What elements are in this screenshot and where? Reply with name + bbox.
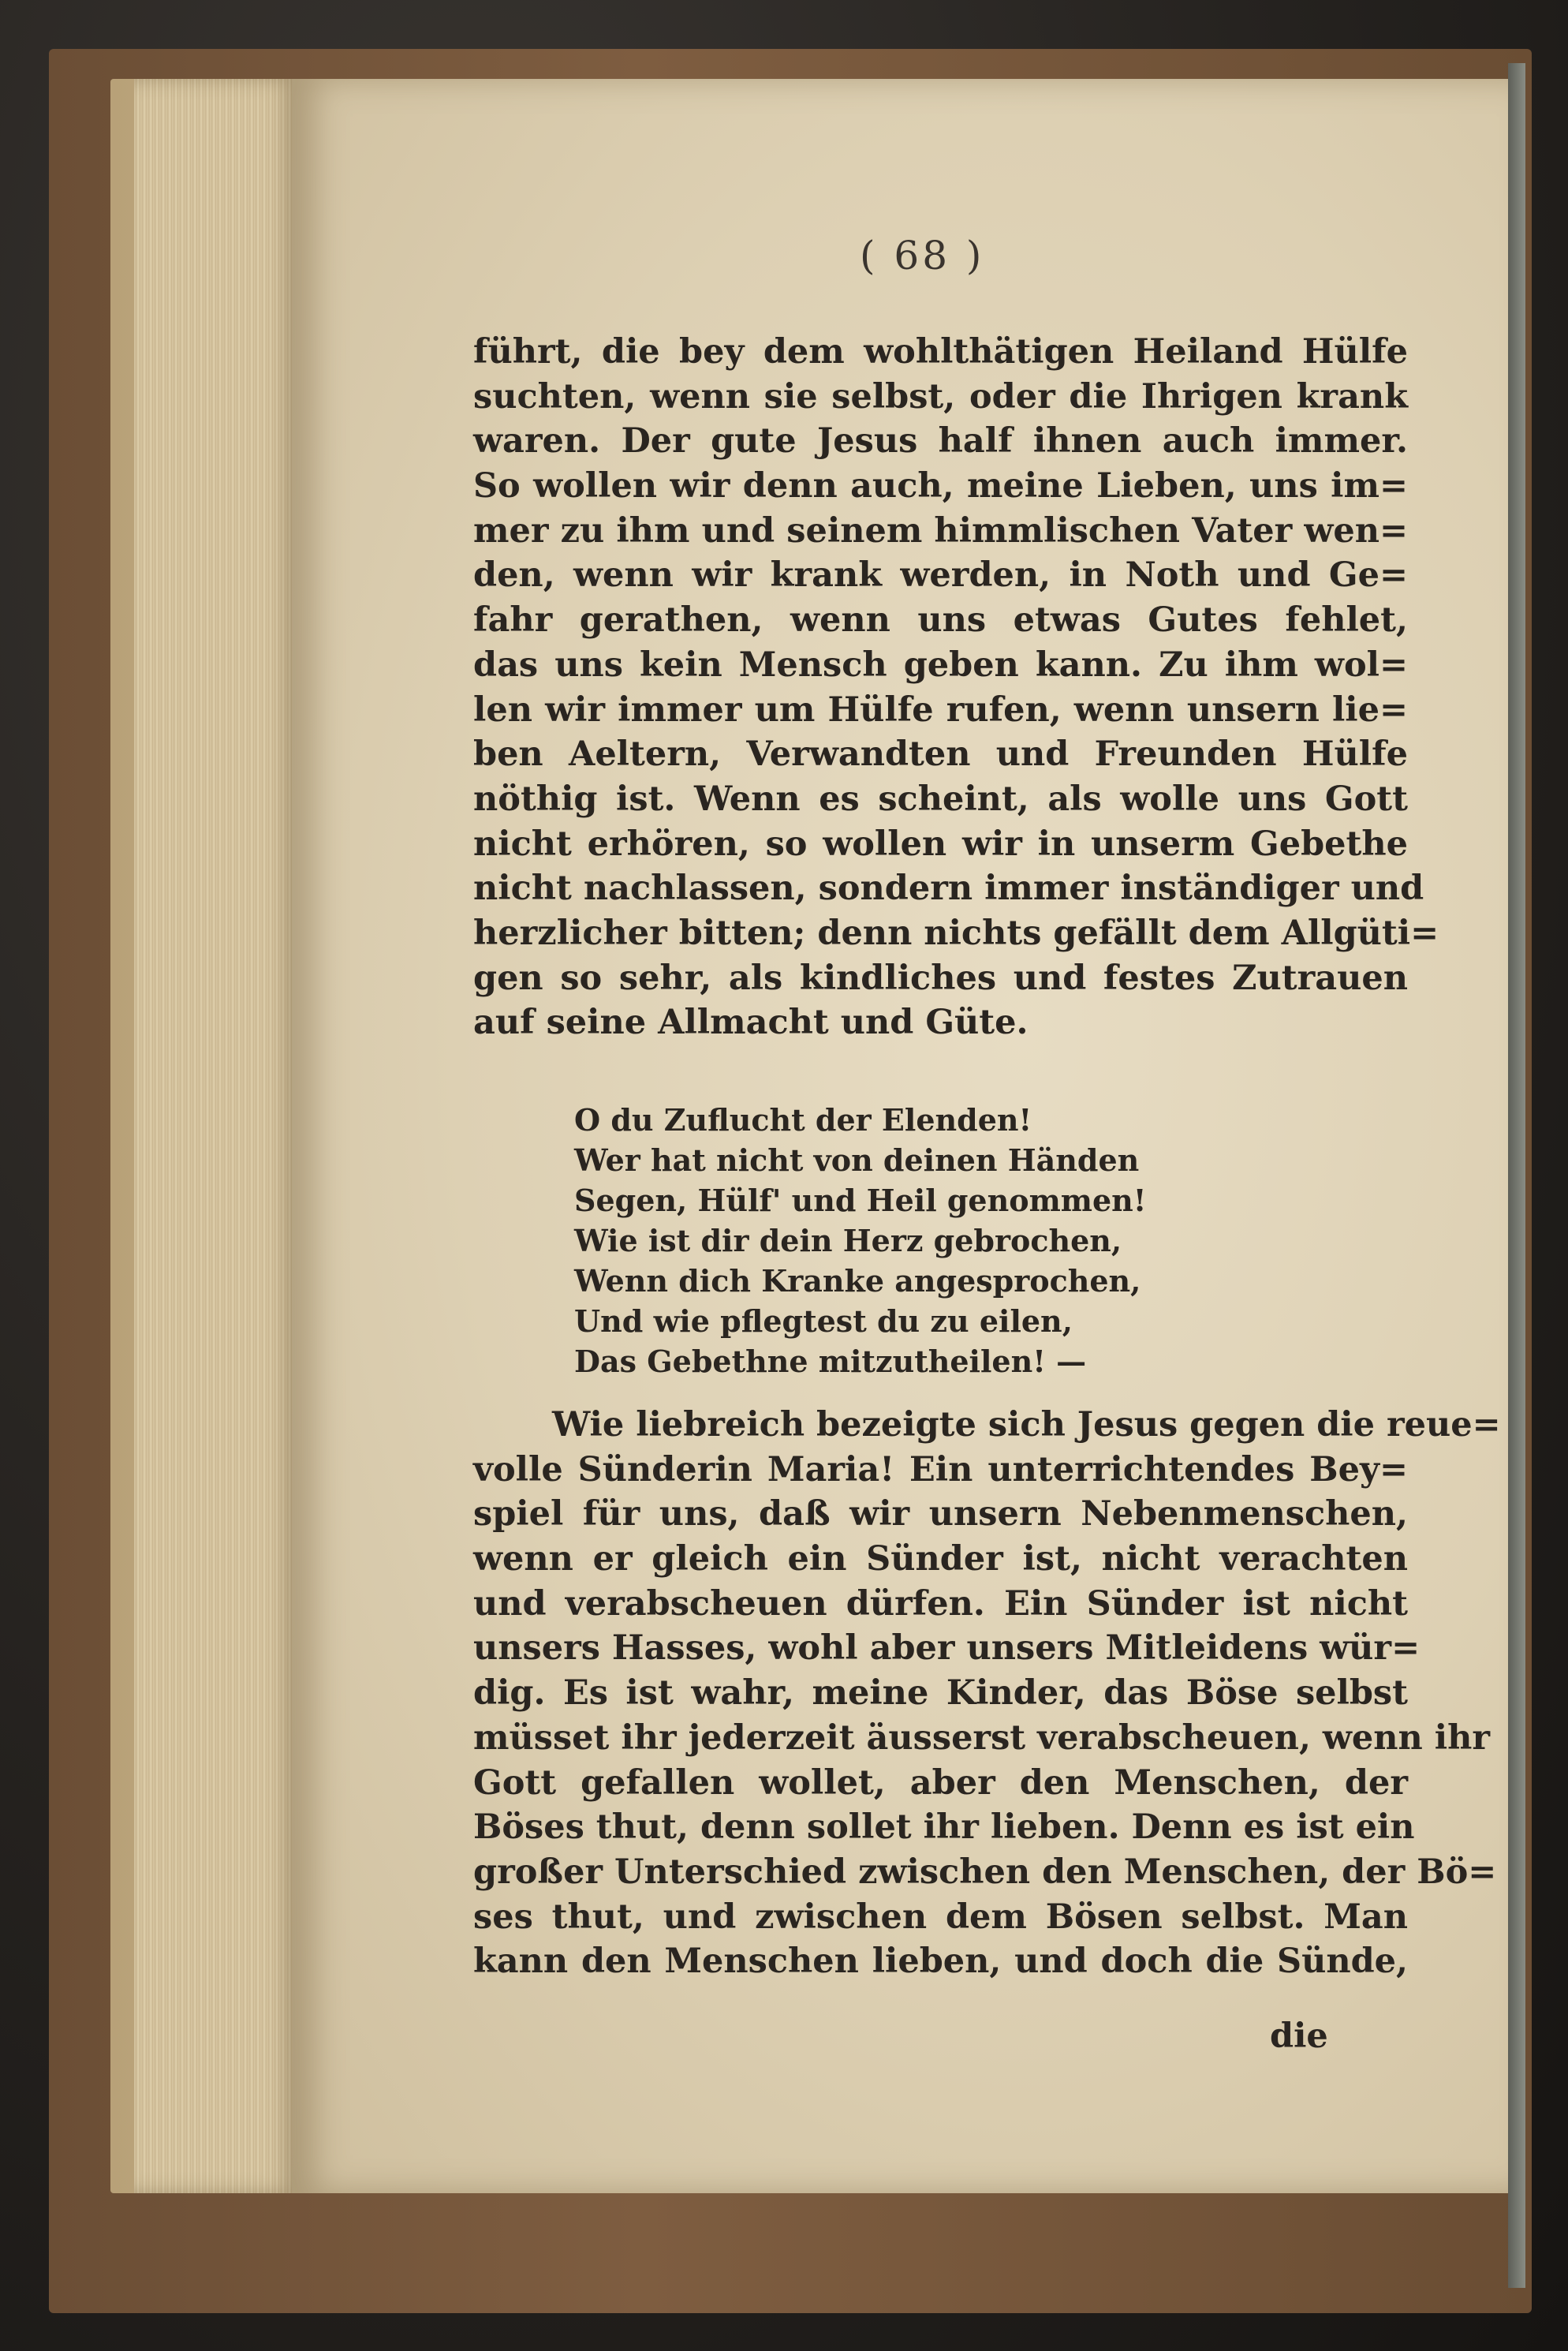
poem-line: Wie ist dir dein Herz gebrochen, (574, 1223, 1122, 1258)
poem-line: Und wie pflegtest du zu eilen, (574, 1303, 1073, 1339)
text-line: wenn er gleich ein Sünder ist, nicht verachten (473, 1539, 1408, 1579)
poem-line: O du Zuflucht der Elenden! (574, 1102, 1032, 1138)
text-line: das uns kein Mensch geben kann. Zu ihm wol= (473, 645, 1408, 685)
text-line: len wir immer um Hülfe rufen, wenn unsern lie= (473, 690, 1408, 730)
poem-line: Segen, Hülf' und Heil genommen! (574, 1183, 1147, 1218)
text-line: führt, die bey dem wohlthätigen Heiland Hülfe (473, 332, 1408, 372)
text-line: nicht nachlassen, sondern immer inständiger und (473, 869, 1424, 909)
text-line: ses thut, und zwischen dem Bösen selbst. Man (473, 1897, 1408, 1937)
text-line: nöthig ist. Wenn es scheint, als wolle uns Gott (473, 779, 1408, 819)
text-line: müsset ihr jederzeit äusserst verabscheuen, wenn ihr (473, 1717, 1491, 1758)
text-line: dig. Es ist wahr, meine Kinder, das Böse selbst (473, 1673, 1408, 1714)
poem-stanza (574, 1100, 1253, 1381)
paragraph-2 (473, 1403, 1501, 1984)
text-line: spiel für uns, daß wir unsern Nebenmenschen, (473, 1494, 1408, 1534)
poem-line: Wenn dich Kranke angesprochen, (574, 1263, 1141, 1299)
page-edges (134, 79, 300, 2193)
text-line: Böses thut, denn sollet ihr lieben. Denn es ist ein (473, 1807, 1415, 1848)
poem-line: Wer hat nicht von deinen Händen (574, 1142, 1140, 1178)
text-line: den, wenn wir krank werden, in Noth und Ge= (473, 555, 1408, 596)
paragraph-1 (473, 330, 1439, 1045)
text-line: mer zu ihm und seinem himmlischen Vater wen= (473, 510, 1408, 551)
page-number: ( 68 ) (860, 233, 985, 278)
poem-line: Das Gebethne mitzutheilen! — (574, 1344, 1087, 1379)
text-line: herzlicher bitten; denn nichts gefällt dem Allgüti= (473, 913, 1439, 953)
text-line: suchten, wenn sie selbst, oder die Ihrigen krank (473, 376, 1408, 417)
catchword: die (1270, 2016, 1328, 2056)
text-line: waren. Der gute Jesus half ihnen auch immer. (473, 421, 1408, 462)
scan-edge (1508, 63, 1525, 2288)
text-line: ben Aeltern, Verwandten und Freunden Hülfe (473, 734, 1408, 775)
text-line: gen so sehr, als kindliches und festes Zutrauen (473, 958, 1408, 998)
text-line: und verabscheuen dürfen. Ein Sünder ist nicht (473, 1583, 1408, 1624)
text-line: volle Sünderin Maria! Ein unterrichtendes Bey= (473, 1449, 1408, 1489)
text-line: Wie liebreich bezeigte sich Jesus gegen die reue= (552, 1405, 1501, 1445)
text-line: großer Unterschied zwischen den Menschen, der Bö= (473, 1852, 1497, 1892)
text-line: unsers Hasses, wohl aber unsers Mitleidens wür= (473, 1628, 1421, 1669)
text-line: fahr gerathen, wenn uns etwas Gutes fehlet, (473, 600, 1408, 641)
text-line: auf seine Allmacht und Güte. (473, 1003, 1029, 1043)
text-line: kann den Menschen lieben, und doch die Sünde, (473, 1942, 1408, 1982)
text-line: So wollen wir denn auch, meine Lieben, uns im= (473, 466, 1408, 506)
text-line: Gott gefallen wollet, aber den Menschen, der (473, 1762, 1408, 1803)
text-line: nicht erhören, so wollen wir in unserm Gebethe (473, 824, 1408, 864)
